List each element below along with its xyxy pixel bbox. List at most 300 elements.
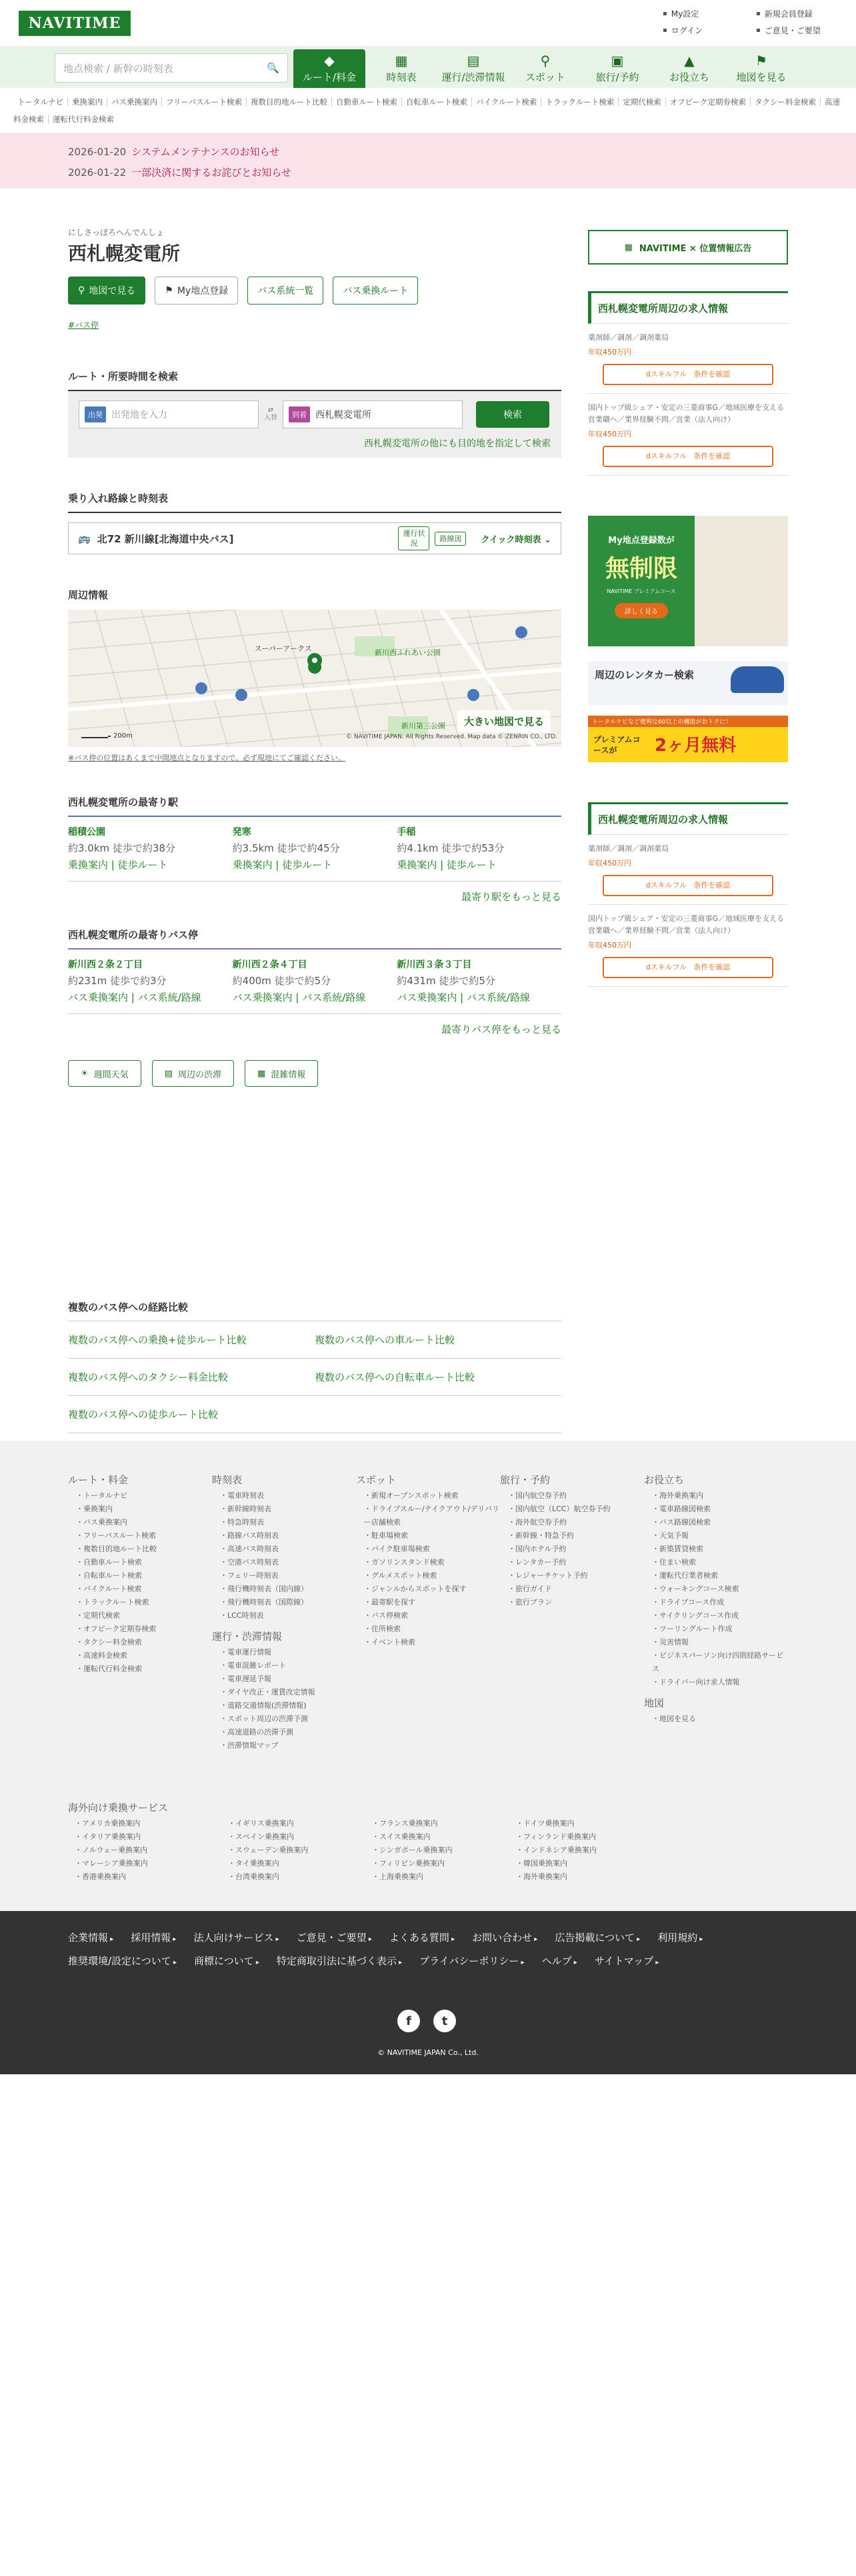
route-search-box xyxy=(68,391,561,458)
notice-item[interactable] xyxy=(68,165,856,179)
overseas-link[interactable]: ・ インドネシア乗換案内 xyxy=(516,1844,660,1857)
nav-label: 旅行/予約 xyxy=(595,71,639,83)
footer-link[interactable]: ・ 災害情報 xyxy=(652,1636,788,1649)
footer-list xyxy=(356,1489,500,1649)
nav-label: ルート/料金 xyxy=(302,71,357,83)
footer-link[interactable]: ・ ウォーキングコース検索 xyxy=(652,1583,788,1596)
footer-link[interactable]: ・ 渋滞情報マップ xyxy=(220,1739,356,1752)
banner-left: プレミアムコースが xyxy=(593,735,641,755)
footer-link[interactable]: ・ 高速料金検索 xyxy=(76,1649,212,1662)
nav-label: 運行/渋滞情報 xyxy=(441,71,505,83)
premium-trial-banner[interactable] xyxy=(588,716,788,762)
overseas-link[interactable]: ・ スイス乗換案内 xyxy=(372,1830,516,1844)
sun-icon: ☀ xyxy=(81,1068,89,1079)
station-dist: 約4.1km 徒歩で約53分 xyxy=(397,842,505,854)
to-label: 到着 xyxy=(289,406,310,422)
location-ad-button[interactable] xyxy=(588,230,788,265)
more-busstops-link[interactable]: 最寄りバス停をもっと見る xyxy=(441,1023,561,1035)
footer-heading: お役立ち xyxy=(644,1474,685,1486)
footer-link[interactable]: ・ 国内ホテル予約 xyxy=(508,1543,644,1556)
overseas-link[interactable]: ・ フィリピン乗換案内 xyxy=(372,1857,516,1870)
nav-label: 時刻表 xyxy=(386,71,417,83)
sub-nav xyxy=(0,88,856,134)
footer-list xyxy=(68,1489,212,1676)
useful-icon: ▲ xyxy=(684,53,695,69)
footer-link[interactable]: ・ 新築賃貸検索 xyxy=(652,1543,788,1556)
nav-travel[interactable] xyxy=(581,49,653,88)
notice-date: 2026-01-22 xyxy=(68,167,127,179)
job-pay: 年収450万円 xyxy=(588,859,631,868)
footer-link[interactable]: ・ 空港バス時刻表 xyxy=(220,1556,356,1569)
bus-stop-tag[interactable]: #バス停 xyxy=(68,321,99,330)
busstop-dist: 約400m 徒歩で約5分 xyxy=(232,975,331,987)
overseas-section xyxy=(68,1800,660,1884)
footer-column xyxy=(644,1473,788,1752)
to-field[interactable] xyxy=(283,400,463,428)
quick-label: クイック時刻表 xyxy=(481,534,541,545)
footer-link[interactable]: ・ フェリー時刻表 xyxy=(220,1569,356,1583)
subnav-link[interactable]: トラックルート検索 xyxy=(541,97,619,107)
bus-routes-button[interactable]: バス系統一覧 xyxy=(247,277,323,305)
footer-link[interactable]: ・ 運転代行業者検索 xyxy=(652,1569,788,1583)
job-pay: 年収450万円 xyxy=(588,348,631,356)
overseas-link[interactable]: ・ イギリス乗換案内 xyxy=(228,1817,372,1830)
nav-timetable[interactable] xyxy=(365,49,437,88)
facebook-icon[interactable]: f xyxy=(397,2010,420,2032)
subnav-link[interactable]: トータルナビ xyxy=(13,97,68,107)
job-button[interactable] xyxy=(603,446,773,467)
footer-link[interactable]: ・ ツーリングルート作成 xyxy=(652,1622,788,1636)
footer-list xyxy=(500,1489,644,1609)
button-label: My地点登録 xyxy=(177,286,229,297)
footer-link[interactable]: ・ 地図を見る xyxy=(652,1712,788,1726)
footer-link[interactable]: ・ 駐車場検索 xyxy=(364,1529,500,1543)
notice-bar xyxy=(0,134,856,189)
footer-link[interactable]: ・ 運転代行料金検索 xyxy=(76,1662,212,1676)
my-settings-link[interactable]: ▪ My設定 xyxy=(663,8,756,19)
station-links[interactable]: 乗換案内 | 徒歩ルート xyxy=(68,859,168,871)
footer-list xyxy=(644,1489,788,1689)
compare-link[interactable]: 複数のバス停への徒歩ルート比較 xyxy=(68,1409,219,1421)
footer-link[interactable]: ・ バイク駐車場検索 xyxy=(364,1543,500,1556)
job-brand: dスキルフル xyxy=(645,881,687,890)
footer-link[interactable]: ・ 天気予報 xyxy=(652,1529,788,1543)
job-item[interactable] xyxy=(588,324,788,394)
footer-link[interactable]: ・ グルメスポット検索 xyxy=(364,1569,500,1583)
global-nav xyxy=(0,47,856,88)
footer-link[interactable]: ・ レジャーチケット予約 xyxy=(508,1569,644,1583)
job-brand: dスキルフル xyxy=(645,963,687,971)
map-credit: © NAVITIME JAPAN. All Rights Reserved. Map data © ZENRIN CO., LTD. xyxy=(345,734,557,740)
corporate-link[interactable]: 利用規約 ▸ xyxy=(657,1927,703,1950)
corporate-link[interactable]: お問い合わせ ▸ xyxy=(472,1927,537,1950)
footer-link[interactable]: ・ 定期代検索 xyxy=(76,1609,212,1622)
big-map-link[interactable]: 大きい地図で見る xyxy=(457,710,551,732)
nearest-busstops-title: 西札幌変電所の最寄りバス停 xyxy=(68,928,561,950)
footer-link[interactable]: ・ ガソリンスタンド検索 xyxy=(364,1556,500,1569)
overseas-link[interactable]: ・ ドイツ乗換案内 xyxy=(516,1817,660,1830)
map-note: ※バス停の位置はあくまで中間地点となりますので、必ず現地にてご確認ください。 xyxy=(68,754,345,762)
corporate-link[interactable]: 特定商取引法に基づく表示 ▸ xyxy=(277,1950,402,1974)
bus-line-row[interactable] xyxy=(68,522,561,554)
subnav-link[interactable]: 自動車ルート検索 xyxy=(332,97,402,107)
busstop-name[interactable]: 新川西２条２丁目 xyxy=(68,960,143,970)
subnav-link[interactable]: 乗換案内 xyxy=(68,97,107,107)
status-label: 況 xyxy=(410,539,418,548)
nearest-stations-title: 西札幌変電所の最寄り駅 xyxy=(68,795,561,817)
to-value: 西札幌変電所 xyxy=(315,410,371,420)
nav-traffic[interactable] xyxy=(437,49,509,88)
subnav-link[interactable]: オフピーク定期券検索 xyxy=(666,97,751,107)
footer-link[interactable]: ・ ドライブスルー/テイクアウト/デリバリー店舗検索 xyxy=(364,1503,500,1529)
footer-link[interactable]: ・ 住所検索 xyxy=(364,1622,500,1636)
view-map-button[interactable] xyxy=(68,277,145,305)
corporate-link[interactable]: 推奨環境/設定について ▸ xyxy=(68,1950,177,1974)
footer-sitemap xyxy=(0,1441,856,1911)
subnav-link[interactable]: 定期代検索 xyxy=(619,97,666,107)
nav-label: スポット xyxy=(525,71,565,83)
header xyxy=(0,0,856,47)
corporate-link[interactable]: 採用情報 ▸ xyxy=(131,1927,176,1950)
nearest-busstops xyxy=(68,950,561,1014)
sidebar xyxy=(588,230,788,987)
footer-link[interactable]: ・ 乗換案内 xyxy=(76,1503,212,1516)
overseas-link[interactable]: ・ タイ乗換案内 xyxy=(228,1857,372,1870)
footer-link[interactable]: ・ ダイヤ改正・運賃改定情報 xyxy=(220,1686,356,1699)
job-desc: 薬剤師／調剤／調剤薬局 xyxy=(588,333,669,342)
crowd-icon: ▦ xyxy=(257,1068,266,1079)
line-name: 北72 新川線[北海道中央バス] xyxy=(97,532,234,545)
footer-column xyxy=(356,1473,500,1752)
corporate-link[interactable]: サイトマップ ▸ xyxy=(595,1950,659,1974)
corporate-link[interactable]: よくある質問 ▸ xyxy=(389,1927,455,1950)
button-label: 週間天気 xyxy=(93,1069,129,1080)
banner-top: トータルナビなど便利な60以上の機能がおトクに！ xyxy=(588,716,788,727)
footer-link[interactable]: ・ バイクルート検索 xyxy=(76,1583,212,1596)
from-field[interactable] xyxy=(79,400,259,428)
overseas-link[interactable]: ・ 海外乗換案内 xyxy=(516,1870,660,1884)
search-icon[interactable]: 🔍 xyxy=(267,62,279,74)
ad-icon: ▦ xyxy=(624,242,633,253)
info-buttons xyxy=(68,1060,561,1087)
overseas-link[interactable]: ・ 香港乗換案内 xyxy=(75,1870,228,1884)
overseas-link[interactable]: ・ イタリア乗換案内 xyxy=(75,1830,228,1844)
bus-transfer-button[interactable]: バス乗換ルート xyxy=(333,277,418,305)
footer-link[interactable]: ・ バス乗換案内 xyxy=(76,1516,212,1529)
footer-link[interactable]: ・ ドライバー向け求人情報 xyxy=(652,1676,788,1689)
footer-heading: 旅行・予約 xyxy=(500,1474,551,1486)
overseas-link[interactable]: ・ アメリカ乗換案内 xyxy=(75,1817,228,1830)
button-label: 混雑情報 xyxy=(271,1069,306,1080)
footer-link[interactable]: ・ 高速道路の渋滞予測 xyxy=(220,1726,356,1739)
footer-column xyxy=(212,1473,356,1752)
footer-link[interactable]: ・ 住まい検索 xyxy=(652,1556,788,1569)
bus-icon: 🚌 xyxy=(78,532,91,544)
from-label: 出発 xyxy=(85,406,106,422)
compare-row xyxy=(68,1396,561,1433)
footer-link[interactable]: ・ レンタカー予約 xyxy=(508,1556,644,1569)
station-name[interactable]: 稲積公園 xyxy=(68,827,105,838)
overseas-link[interactable]: ・ 上海乗換案内 xyxy=(372,1870,516,1884)
timetable-icon: ▦ xyxy=(395,53,408,69)
footer-link[interactable]: ・ 電車時刻表 xyxy=(220,1489,356,1503)
button-label: NAVITIME × 位置情報広告 xyxy=(639,243,752,254)
footer-link[interactable]: ・ 高速バス時刻表 xyxy=(220,1543,356,1556)
job-pay: 年収450万円 xyxy=(588,430,631,438)
subnav-link[interactable]: フリーパスルート検索 xyxy=(162,97,247,107)
spot-icon: ⚲ xyxy=(540,53,551,69)
other-destination-link[interactable]: 西札幌変電所の他にも目的地を指定して検索 xyxy=(364,438,551,449)
job-item[interactable] xyxy=(588,394,788,476)
notice-text[interactable]: システムメンテナンスのお知らせ xyxy=(131,146,280,158)
status-label: 運行状 xyxy=(403,529,425,538)
corporate-link[interactable]: ヘルプ ▸ xyxy=(542,1950,577,1974)
overseas-link[interactable]: ・ マレーシア乗換案内 xyxy=(75,1857,228,1870)
corporate-link[interactable]: ご意見・ご要望 ▸ xyxy=(297,1927,372,1950)
copyright: © NAVITIME JAPAN Co., Ltd. xyxy=(377,2048,479,2057)
traffic-jam-button[interactable] xyxy=(152,1060,234,1087)
footer-link[interactable]: ・ スポット周辺の渋滞予測 xyxy=(220,1712,356,1726)
subnav-link[interactable]: バス乗換案内 xyxy=(107,97,162,107)
search-input[interactable] xyxy=(55,53,288,83)
footer-link[interactable]: ・ ジャンルからスポットを探す xyxy=(364,1583,500,1596)
button-label: 地図で見る xyxy=(89,286,136,297)
footer-link[interactable]: ・ 自転車ルート検索 xyxy=(76,1569,212,1583)
footer-link[interactable]: ・ 国内航空券予約 xyxy=(508,1489,644,1503)
busstop-item xyxy=(233,958,397,1004)
footer-link[interactable]: ・ 飛行機時刻表（国際線） xyxy=(220,1596,356,1609)
compare-link[interactable]: 複数のバス停への自転車ルート比較 xyxy=(315,1371,475,1383)
footer-link[interactable]: ・ タクシー料金検索 xyxy=(76,1636,212,1649)
footer-link[interactable]: ・ 路線バス時刻表 xyxy=(220,1529,356,1543)
navitime-logo[interactable] xyxy=(19,11,131,36)
social-links xyxy=(397,2010,456,2032)
nav-route[interactable] xyxy=(293,49,365,88)
footer-link[interactable]: ・ トータルナビ xyxy=(76,1489,212,1503)
job-button[interactable] xyxy=(603,875,773,896)
map-label: スーパーアークス xyxy=(255,644,312,653)
footer-list xyxy=(212,1646,356,1752)
busstop-item xyxy=(68,958,233,1004)
nav-items xyxy=(293,49,797,88)
notice-item[interactable] xyxy=(68,145,856,159)
quick-timetable-toggle[interactable] xyxy=(471,532,561,545)
overseas-link[interactable]: ・ フランス乗換案内 xyxy=(372,1817,516,1830)
footer-link[interactable]: ・ LCC時刻表 xyxy=(220,1609,356,1622)
footer-link[interactable]: ・ 海外航空券予約 xyxy=(508,1516,644,1529)
page-title: 西札幌変電所 xyxy=(68,243,181,265)
subnav-link[interactable]: 自転車ルート検索 xyxy=(402,97,472,107)
footer-link[interactable]: ・ フリーパスルート検索 xyxy=(76,1529,212,1543)
stop-actions xyxy=(68,277,561,305)
route-search-title: ルート・所要時間を検索 xyxy=(68,369,561,391)
busstop-name[interactable]: 新川西３条３丁目 xyxy=(397,960,472,970)
station-item xyxy=(397,825,561,872)
corporate-link[interactable]: プライバシーポリシー ▸ xyxy=(419,1950,524,1974)
job-desc: 薬剤師／調剤／調剤薬局 xyxy=(588,844,669,853)
footer-link[interactable]: ・ 電車運行情報 xyxy=(220,1646,356,1659)
notice-text[interactable]: 一部決済に関するお詫びとお知らせ xyxy=(131,167,291,179)
footer-link[interactable]: ・ 新幹線時刻表 xyxy=(220,1503,356,1516)
overseas-link[interactable]: ・ シンガポール乗換案内 xyxy=(372,1844,516,1857)
swap-arrows-icon: ⇄ xyxy=(267,406,274,414)
overseas-link[interactable]: ・ ノルウェー乗換案内 xyxy=(75,1844,228,1857)
job-brand: dスキルフル xyxy=(645,452,687,460)
map-label: 新川西ふれあい公園 xyxy=(375,648,441,657)
station-dist: 約3.0km 徒歩で約38分 xyxy=(68,842,176,854)
premium-banner[interactable] xyxy=(588,516,788,646)
footer-heading: 運行・渋滞情報 xyxy=(212,1630,283,1642)
footer-link[interactable]: ・ 自動車ルート検索 xyxy=(76,1556,212,1569)
rentacar-banner[interactable] xyxy=(588,661,788,705)
subnav-link[interactable]: 高速料金検索 xyxy=(13,97,841,124)
banner-sub: NAVITIME プレミアムコース xyxy=(607,588,676,594)
route-map-button[interactable]: 路線図 xyxy=(435,532,466,546)
my-spot-button[interactable] xyxy=(155,277,238,305)
notice-date: 2026-01-20 xyxy=(68,146,127,158)
logo-text: NAVITIME xyxy=(28,15,121,32)
dark-footer xyxy=(0,1911,856,2074)
footer-link[interactable]: ・ バス停検索 xyxy=(364,1609,500,1622)
footer-link[interactable]: ・ ビジネスパーソン向け四則経路サービス xyxy=(652,1649,788,1676)
search-button[interactable]: 検索 xyxy=(476,401,549,428)
job-button[interactable] xyxy=(603,364,773,385)
job-btn-label: 条件を確認 xyxy=(693,370,731,378)
job-btn-label: 条件を確認 xyxy=(693,963,731,971)
job-desc: 国内トップ級シェア・安定の三菱商事G／地域医療を支える営業職へ／業界経験不問／営業（法人向け） xyxy=(588,914,784,935)
job-item[interactable] xyxy=(588,835,788,905)
corporate-link[interactable]: 商標について ▸ xyxy=(194,1950,259,1974)
busstop-links[interactable]: バス乗換案内 | バス系統/路線 xyxy=(232,991,366,1003)
overseas-link[interactable]: ・ スウェーデン乗換案内 xyxy=(228,1844,372,1857)
feedback-link[interactable]: ▪ ご意見・ご要望 xyxy=(756,25,829,36)
footer-link[interactable]: ・ 国内航空（LCC）航空券予約 xyxy=(508,1503,644,1516)
subnav-link[interactable]: タクシー料金検索 xyxy=(751,97,821,107)
busstop-name[interactable]: 新川西２条４丁目 xyxy=(232,960,307,970)
chevron-down-icon: ⌄ xyxy=(544,534,551,545)
footer-link[interactable]: ・ 旅行プラン xyxy=(508,1596,644,1609)
corporate-link[interactable]: 広告掲載について ▸ xyxy=(555,1927,640,1950)
route-icon: ◆ xyxy=(324,53,335,69)
footer-heading: 地図 xyxy=(644,1697,665,1709)
map-icon: ⚑ xyxy=(755,53,767,69)
job-desc: 国内トップ級シェア・安定の三菱商事G／地域医療を支える営業職へ／業界経験不問／営業（法人向け） xyxy=(588,403,784,424)
footer-column xyxy=(500,1473,644,1752)
service-status-button[interactable] xyxy=(398,526,429,550)
overseas-title: 海外向け乗換サービス xyxy=(68,1802,169,1814)
nav-spot[interactable] xyxy=(509,49,581,88)
area-map[interactable] xyxy=(68,610,561,747)
corporate-links xyxy=(68,1927,788,1974)
footer-link[interactable]: ・ バス路線図検索 xyxy=(652,1516,788,1529)
swap-button[interactable] xyxy=(264,406,277,422)
compare-link[interactable]: 複数のバス停への乗換+徒歩ルート比較 xyxy=(68,1334,247,1346)
footer-link[interactable]: ・ 旅行ガイド xyxy=(508,1583,644,1596)
swap-label: 入替 xyxy=(264,414,277,422)
job-button[interactable] xyxy=(603,957,773,978)
job-pay: 年収450万円 xyxy=(588,941,631,950)
compare-link[interactable]: 複数のバス停への車ルート比較 xyxy=(315,1334,455,1346)
area-title: 周辺情報 xyxy=(68,589,109,601)
subnav-link[interactable]: 複数目的地ルート比較 xyxy=(247,97,332,107)
footer-link[interactable]: ・ 飛行機時刻表（国内線） xyxy=(220,1583,356,1596)
footer-link[interactable]: ・ イベント検索 xyxy=(364,1636,500,1649)
footer-link[interactable]: ・ 電車路線図検索 xyxy=(652,1503,788,1516)
overseas-link[interactable]: ・ フィンランド乗換案内 xyxy=(516,1830,660,1844)
corporate-link[interactable]: 企業情報 ▸ xyxy=(68,1927,113,1950)
nav-label: お役立ち xyxy=(669,71,709,83)
footer-link[interactable]: ・ 特急時刻表 xyxy=(220,1516,356,1529)
footer-heading: 時刻表 xyxy=(212,1474,243,1486)
station-item xyxy=(68,825,233,872)
footer-link[interactable]: ・ 道路交通情報(渋滞情報) xyxy=(220,1699,356,1712)
busstop-links[interactable]: バス乗換案内 | バス系統/路線 xyxy=(397,991,530,1003)
station-item xyxy=(233,825,397,872)
compare-title: 複数のバス停への経路比較 xyxy=(68,1300,561,1321)
congestion-button[interactable] xyxy=(245,1060,318,1087)
footer-link[interactable]: ・ 電車遅延予報 xyxy=(220,1672,356,1686)
station-name[interactable]: 手稲 xyxy=(397,827,416,838)
busstop-item xyxy=(397,958,561,1004)
footer-heading: ルート・料金 xyxy=(68,1474,129,1486)
footer-link[interactable]: ・ トラックルート検索 xyxy=(76,1596,212,1609)
footer-link[interactable]: ・ ドライブコース作成 xyxy=(652,1596,788,1609)
footer-link[interactable]: ・ 最寄駅を探す xyxy=(364,1596,500,1609)
footer-link[interactable]: ・ 複数目的地ルート比較 xyxy=(76,1543,212,1556)
station-links[interactable]: 乗換案内 | 徒歩ルート xyxy=(232,859,333,871)
footer-link[interactable]: ・ オフピーク定期券検索 xyxy=(76,1622,212,1636)
jobs-title: 西札幌変電所周辺の求人情報 xyxy=(588,291,788,324)
compare-link[interactable]: 複数のバス停へのタクシー料金比較 xyxy=(68,1371,229,1383)
compare-row xyxy=(68,1321,561,1359)
nav-map[interactable] xyxy=(725,49,797,88)
job-brand: dスキルフル xyxy=(645,370,687,378)
corporate-link[interactable]: 法人向けサービス ▸ xyxy=(193,1927,279,1950)
banner-cta[interactable]: 詳しく見る xyxy=(615,603,668,618)
overseas-link[interactable]: ・ 韓国乗換案内 xyxy=(516,1857,660,1870)
main-content xyxy=(68,220,561,1433)
twitter-icon[interactable]: t xyxy=(433,2010,456,2032)
map-scale: 200m xyxy=(113,732,133,740)
overseas-links xyxy=(68,1817,660,1884)
station-name[interactable]: 発寒 xyxy=(232,827,251,838)
footer-link[interactable]: ・ 海外乗換案内 xyxy=(652,1489,788,1503)
jobs-title: 西札幌変電所周辺の求人情報 xyxy=(588,802,788,835)
job-item[interactable] xyxy=(588,905,788,987)
subnav-link[interactable]: 運転代行料金検索 xyxy=(53,115,114,124)
nav-useful[interactable] xyxy=(653,49,725,88)
banner-big: 2ヶ月無料 xyxy=(655,736,737,756)
compare-row xyxy=(68,1359,561,1396)
footer-link[interactable]: ・ 新規オープンスポット検索 xyxy=(364,1489,500,1503)
footer-link[interactable]: ・ サイクリングコース作成 xyxy=(652,1609,788,1622)
footer-link[interactable]: ・ 電車混雑レポート xyxy=(220,1659,356,1672)
login-link[interactable]: ▪ ログイン xyxy=(663,25,756,36)
more-stations-link[interactable]: 最寄り駅をもっと見る xyxy=(461,891,561,903)
signup-link[interactable]: ▪ 新規会員登録 xyxy=(756,8,829,19)
footer-list xyxy=(212,1489,356,1622)
footer-link[interactable]: ・ 新幹線・特急予約 xyxy=(508,1529,644,1543)
weather-button[interactable] xyxy=(68,1060,141,1087)
overseas-link[interactable]: ・ スペイン乗換案内 xyxy=(228,1830,372,1844)
header-links xyxy=(663,8,829,36)
footer-columns xyxy=(68,1473,788,1752)
station-links[interactable]: 乗換案内 | 徒歩ルート xyxy=(397,859,497,871)
subnav-link[interactable]: バイクルート検索 xyxy=(472,97,541,107)
busstop-links[interactable]: バス乗換案内 | バス系統/路線 xyxy=(68,991,201,1003)
traffic-icon: ▤ xyxy=(467,53,480,69)
overseas-link[interactable]: ・ 台湾乗換案内 xyxy=(228,1870,372,1884)
